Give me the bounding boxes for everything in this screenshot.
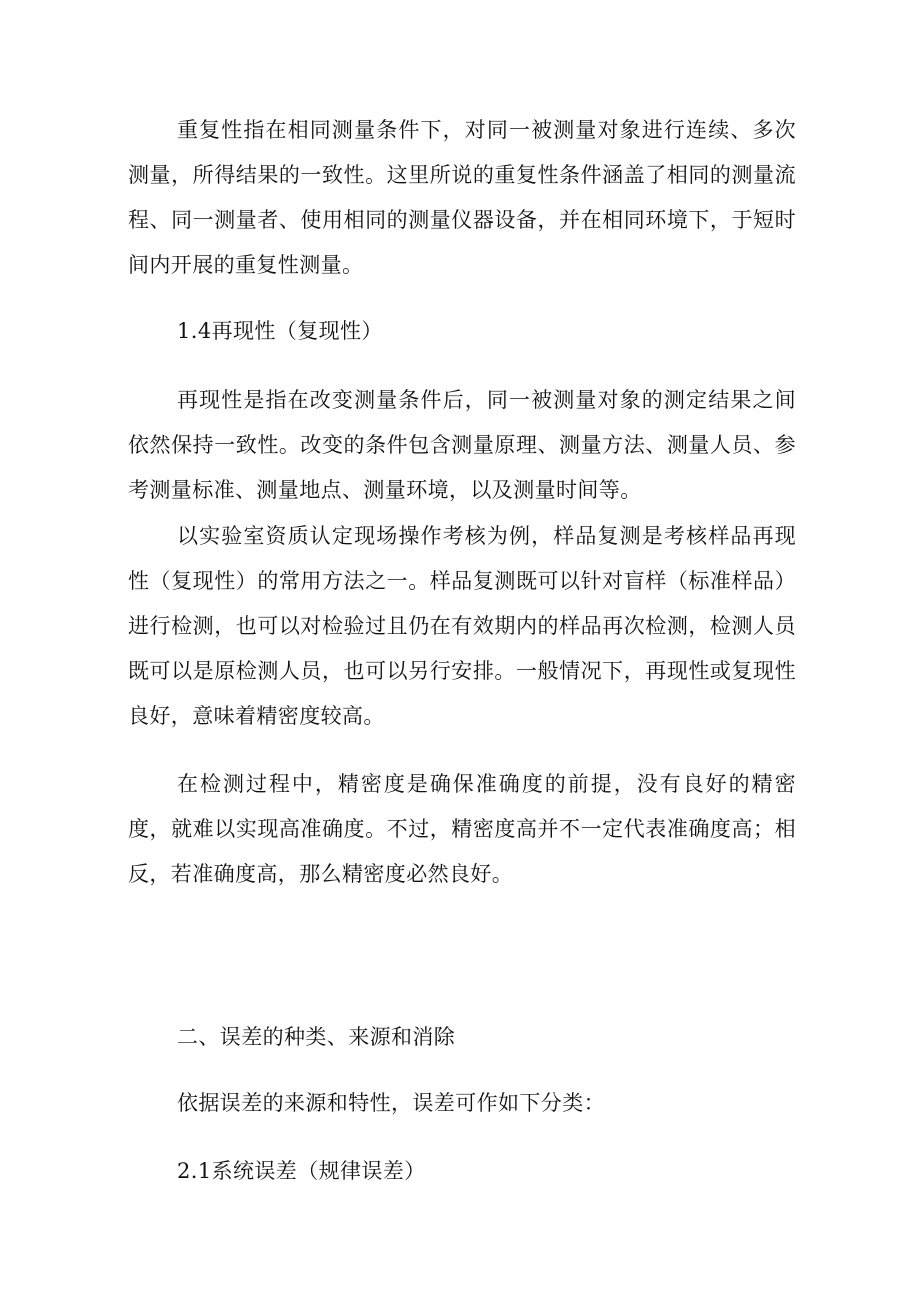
- paragraph-precision-accuracy: 在检测过程中，精密度是确保准确度的前提，没有良好的精密度，就难以实现高准确度。不过，精密度高并不一定代表准确度高；相反，若准确度高，那么精密度必然良好。: [128, 772, 796, 886]
- paragraph-reproducibility-definition: 再现性是指在改变测量条件后，同一被测量对象的测定结果之间依然保持一致性。改变的条件包含测量原理、测量方法、测量人员、参考测量标准、测量地点、测量环境，以及测量时间等。: [128, 388, 796, 502]
- heading-section-2-errors: 二、误差的种类、来源和消除: [177, 1025, 456, 1049]
- paragraph-repeatability: 重复性指在相同测量条件下，对同一被测量对象进行连续、多次测量，所得结果的一致性。这里所说的重复性条件涵盖了相同的测量流程、同一测量者、使用相同的测量仪器设备，并在相同环境下，于短时间内开展的重复性测量。: [128, 118, 796, 277]
- heading-2-1-systematic-error: 2.1系统误差（规律误差）: [177, 1159, 426, 1183]
- heading-1-4-reproducibility: 1.4再现性（复现性）: [177, 319, 383, 343]
- paragraph-lab-example: 以实验室资质认定现场操作考核为例，样品复测是考核样品再现性（复现性）的常用方法之一。样品复测既可以针对盲样（标准样品）进行检测，也可以对检验过且仍在有效期内的样品再次检测，检测人员既可以是原检测人员，也可以另行安排。一般情况下，再现性或复现性良好，意味着精密度较高。: [128, 524, 796, 728]
- paragraph-error-classification: 依据误差的来源和特性，误差可作如下分类：: [177, 1091, 605, 1115]
